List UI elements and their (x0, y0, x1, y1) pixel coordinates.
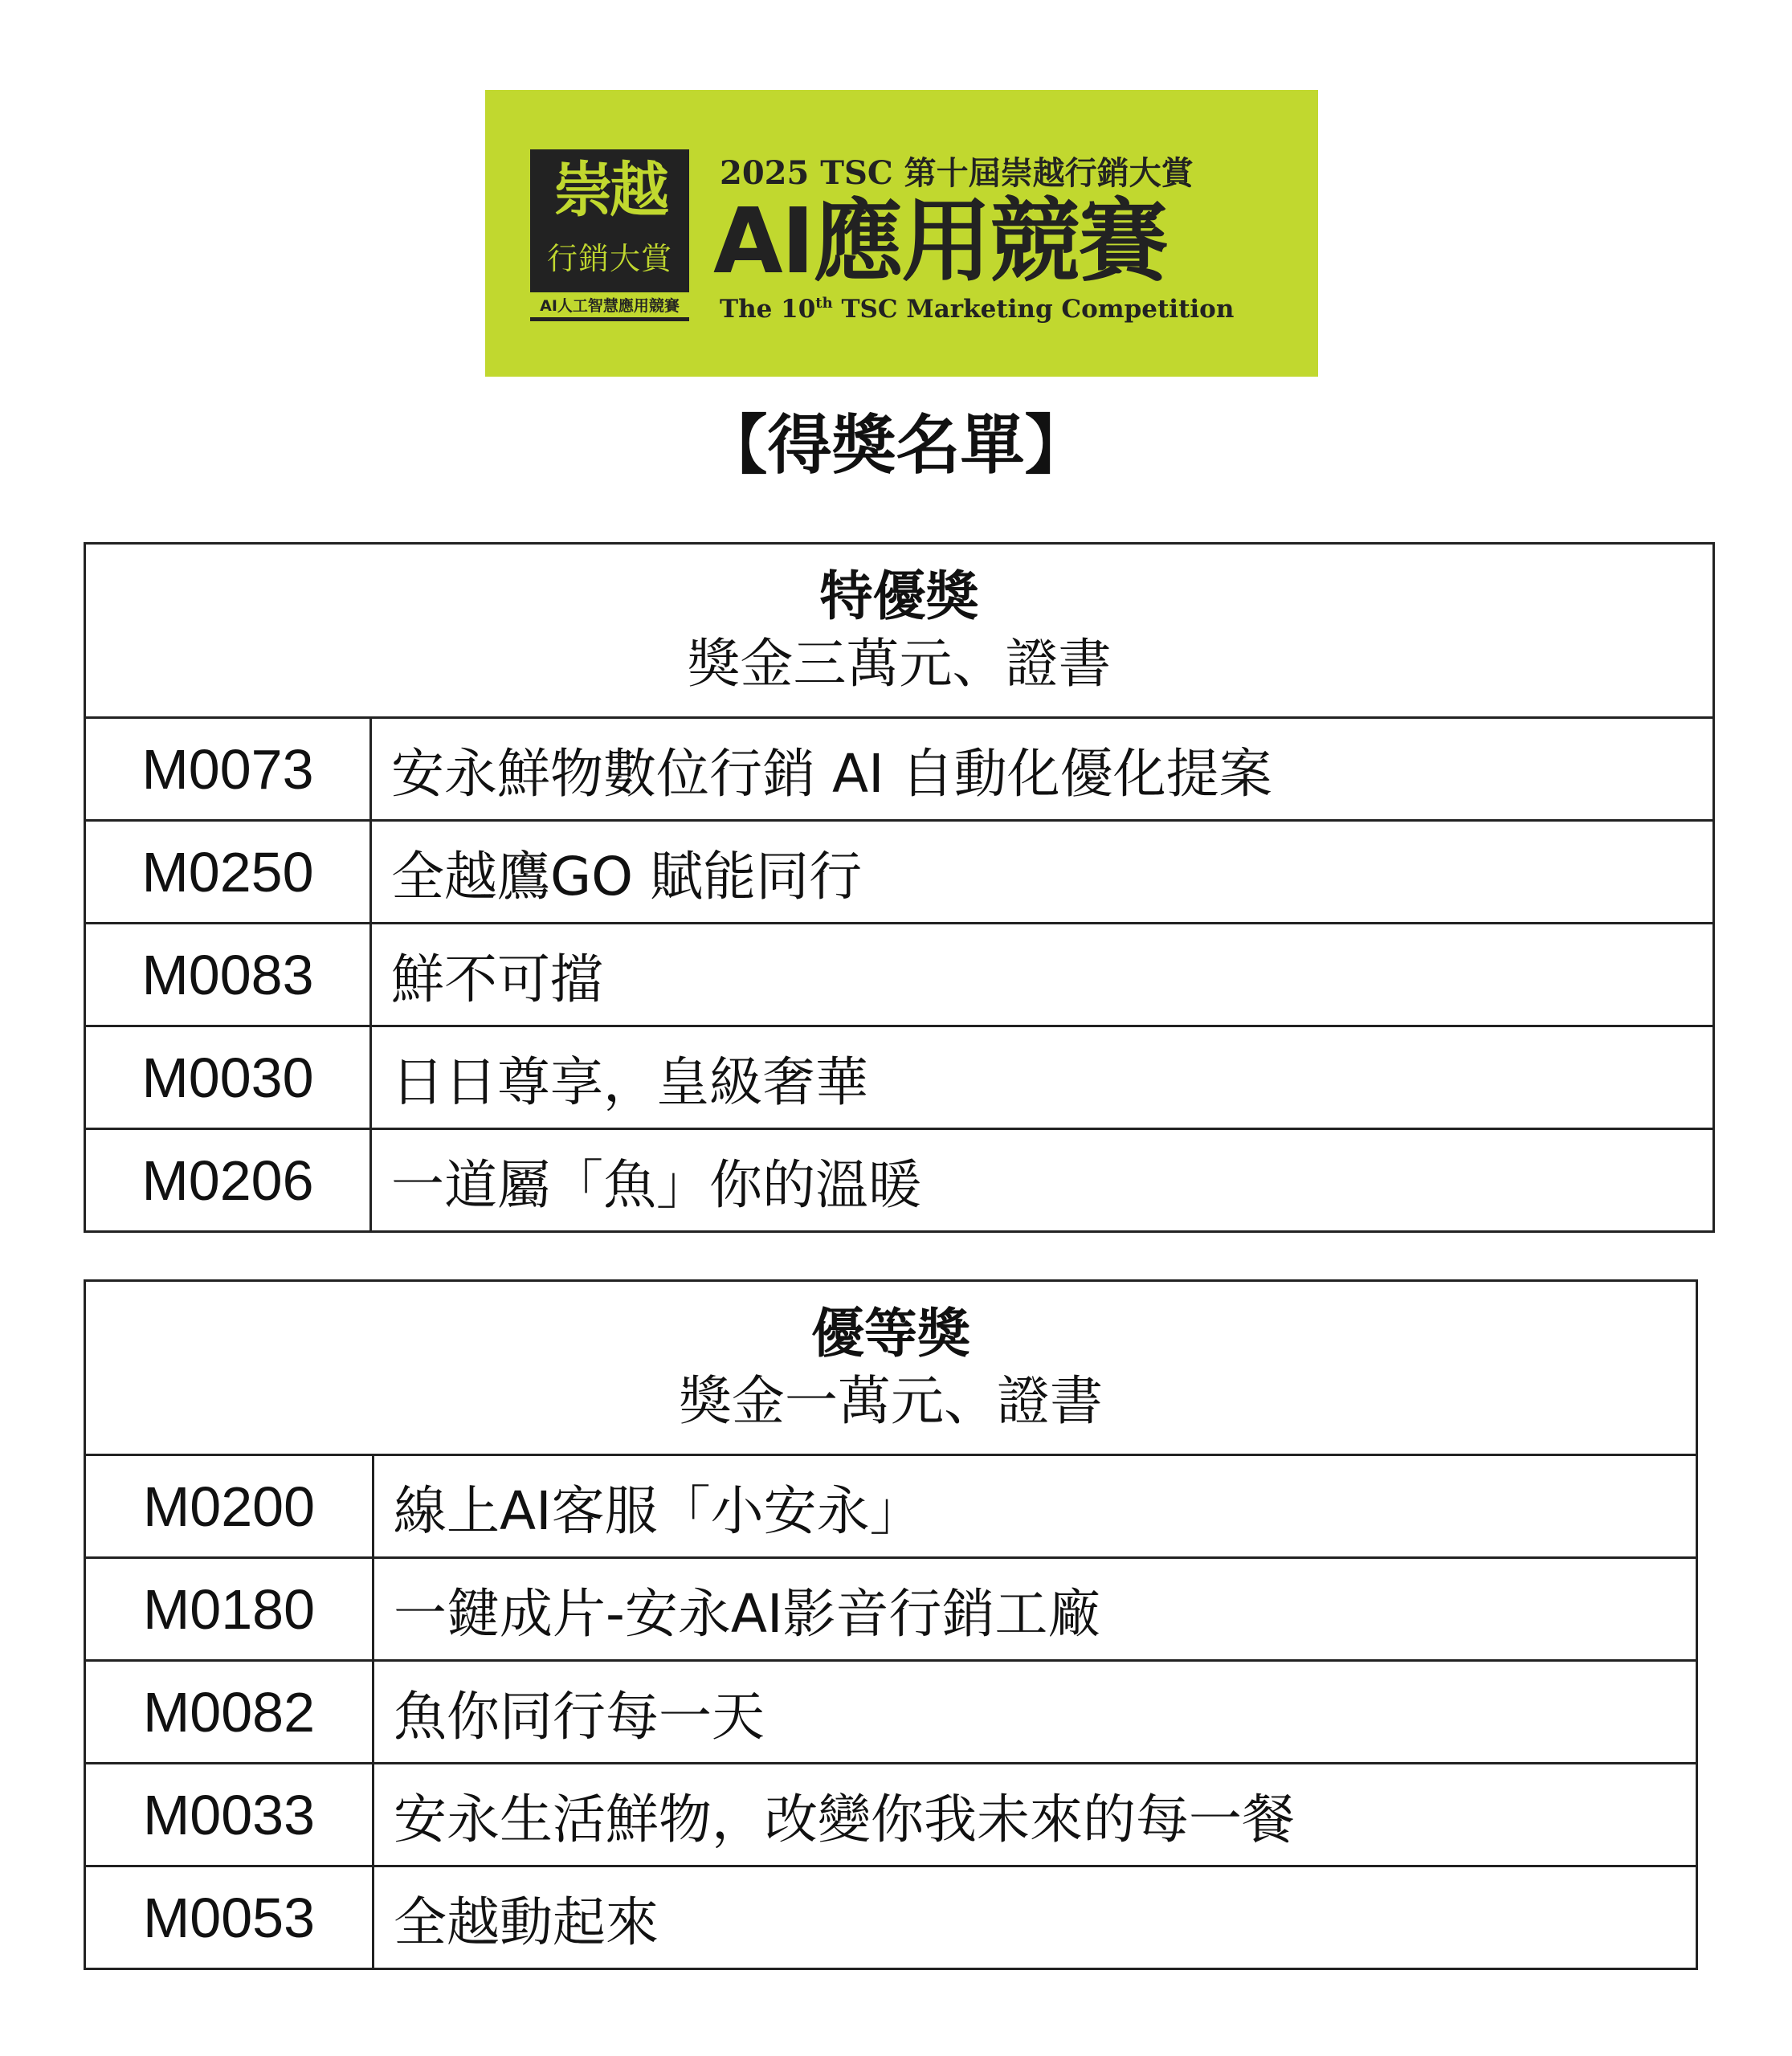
award-name: 優等獎 (811, 1303, 970, 1365)
banner-english-line: The 10th TSC Marketing Competition (720, 295, 1235, 324)
award-header-row (85, 544, 1714, 718)
award-name: 特優獎 (819, 565, 979, 627)
award-header-row (85, 1281, 1697, 1455)
entry-title: 鮮不可擋 (371, 924, 1714, 1026)
entry-title: 日日尊享，皇級奢華 (371, 1026, 1714, 1129)
entry-title: 魚你同行每一天 (374, 1661, 1697, 1764)
table-row (85, 1764, 1697, 1866)
entry-title: 安永鮮物數位行銷 AI 自動化優化提案 (371, 718, 1714, 821)
seal-top-text: 崇越 (553, 156, 666, 225)
seal-underline (530, 317, 689, 321)
entry-title: 全越鷹GO 賦能同行 (371, 821, 1714, 924)
table-row (85, 1129, 1714, 1232)
entry-title: 全越動起來 (374, 1866, 1697, 1969)
entry-code: M0180 (85, 1558, 374, 1661)
banner-edition-line: 2025 TSC 第十屆崇越行銷大賞 (720, 154, 1194, 192)
competition-banner (485, 90, 1318, 377)
entry-code: M0030 (85, 1026, 371, 1129)
entry-code: M0250 (85, 821, 371, 924)
seal-caption: AI人工智慧應用競賽 (540, 297, 680, 315)
entry-code: M0083 (85, 924, 371, 1026)
award-header-cell (85, 544, 1714, 718)
entry-title: 線上AI客服「小安永」 (374, 1455, 1697, 1558)
table-row (85, 1026, 1714, 1129)
entry-code: M0073 (85, 718, 371, 821)
award-prize: 獎金一萬元、證書 (679, 1370, 1103, 1432)
table-row (85, 924, 1714, 1026)
entry-code: M0033 (85, 1764, 374, 1866)
award-table-1 (84, 542, 1715, 1233)
table-row (85, 821, 1714, 924)
table-row (85, 1661, 1697, 1764)
entry-title: 一道屬「魚」你的溫暖 (371, 1129, 1714, 1232)
table-row (85, 718, 1714, 821)
table-row (85, 1558, 1697, 1661)
entry-title: 安永生活鮮物，改變你我未來的每一餐 (374, 1764, 1697, 1866)
banner-headline: AI應用競賽 (713, 190, 1167, 294)
award-prize: 獎金三萬元、證書 (687, 633, 1112, 695)
award-table-2 (84, 1279, 1698, 1970)
competition-seal-logo (530, 149, 689, 324)
entry-code: M0082 (85, 1661, 374, 1764)
entry-title: 一鍵成片-安永AI影音行銷工廠 (374, 1558, 1697, 1661)
page-title: 【得獎名單】 (703, 408, 1089, 483)
seal-bottom-text: 行銷大賞 (546, 241, 672, 276)
award-header-cell (85, 1281, 1697, 1455)
table-row (85, 1866, 1697, 1969)
table-row (85, 1455, 1697, 1558)
entry-code: M0206 (85, 1129, 371, 1232)
entry-code: M0053 (85, 1866, 374, 1969)
entry-code: M0200 (85, 1455, 374, 1558)
